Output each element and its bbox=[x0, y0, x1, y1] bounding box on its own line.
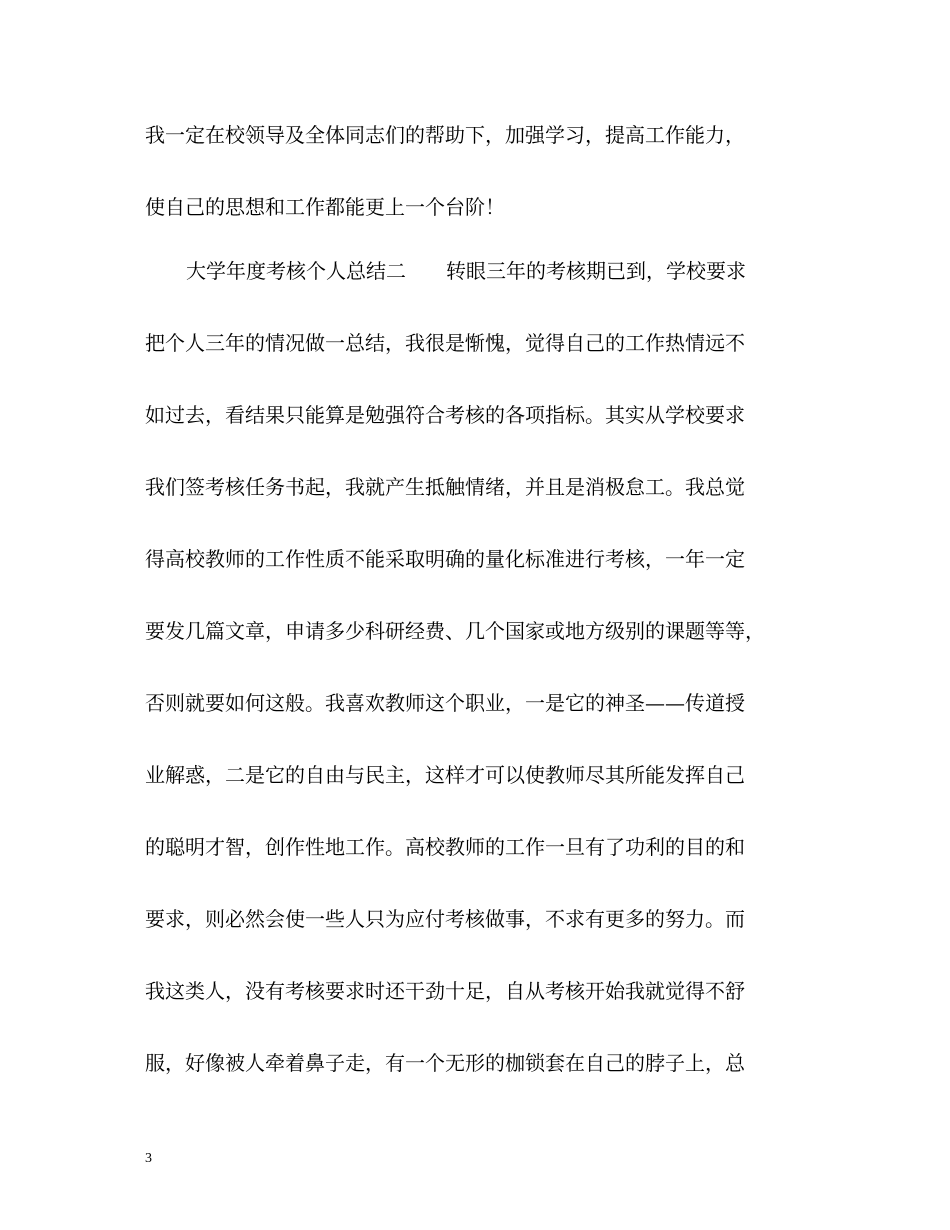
text-line: 把个人三年的情况做一总结，我很是惭愧，觉得自己的工作热情远不 bbox=[145, 331, 745, 355]
text-line: 的聪明才智，创作性地工作。高校教师的工作一旦有了功利的目的和 bbox=[145, 835, 745, 859]
section-heading-line: 大学年度考核个人总结二 转眼三年的考核期已到，学校要求 bbox=[186, 259, 746, 283]
page-number: 3 bbox=[145, 1151, 152, 1166]
text-line: 否则就要如何这般。我喜欢教师这个职业，一是它的神圣——传道授 bbox=[145, 691, 745, 715]
text-line: 服，好像被人牵着鼻子走，有一个无形的枷锁套在自己的脖子上，总 bbox=[145, 1051, 745, 1075]
text-line: 业解惑，二是它的自由与民主，这样才可以使教师尽其所能发挥自己 bbox=[145, 763, 745, 787]
text-line: 得高校教师的工作性质不能采取明确的量化标准进行考核，一年一定 bbox=[145, 547, 745, 571]
text-line: 如过去，看结果只能算是勉强符合考核的各项指标。其实从学校要求 bbox=[145, 403, 745, 427]
text-line: 我这类人，没有考核要求时还干劲十足，自从考核开始我就觉得不舒 bbox=[145, 979, 745, 1003]
text-line: 要求，则必然会使一些人只为应付考核做事，不求有更多的努力。而 bbox=[145, 907, 745, 931]
text-line: 要发几篇文章，申请多少科研经费、几个国家或地方级别的课题等等， bbox=[145, 619, 765, 643]
text-line: 我一定在校领导及全体同志们的帮助下，加强学习，提高工作能力， bbox=[145, 123, 745, 147]
text-line: 使自己的思想和工作都能更上一个台阶！ bbox=[145, 195, 505, 219]
text-line: 我们签考核任务书起，我就产生抵触情绪，并且是消极怠工。我总觉 bbox=[145, 475, 745, 499]
body-text bbox=[145, 122, 815, 1122]
